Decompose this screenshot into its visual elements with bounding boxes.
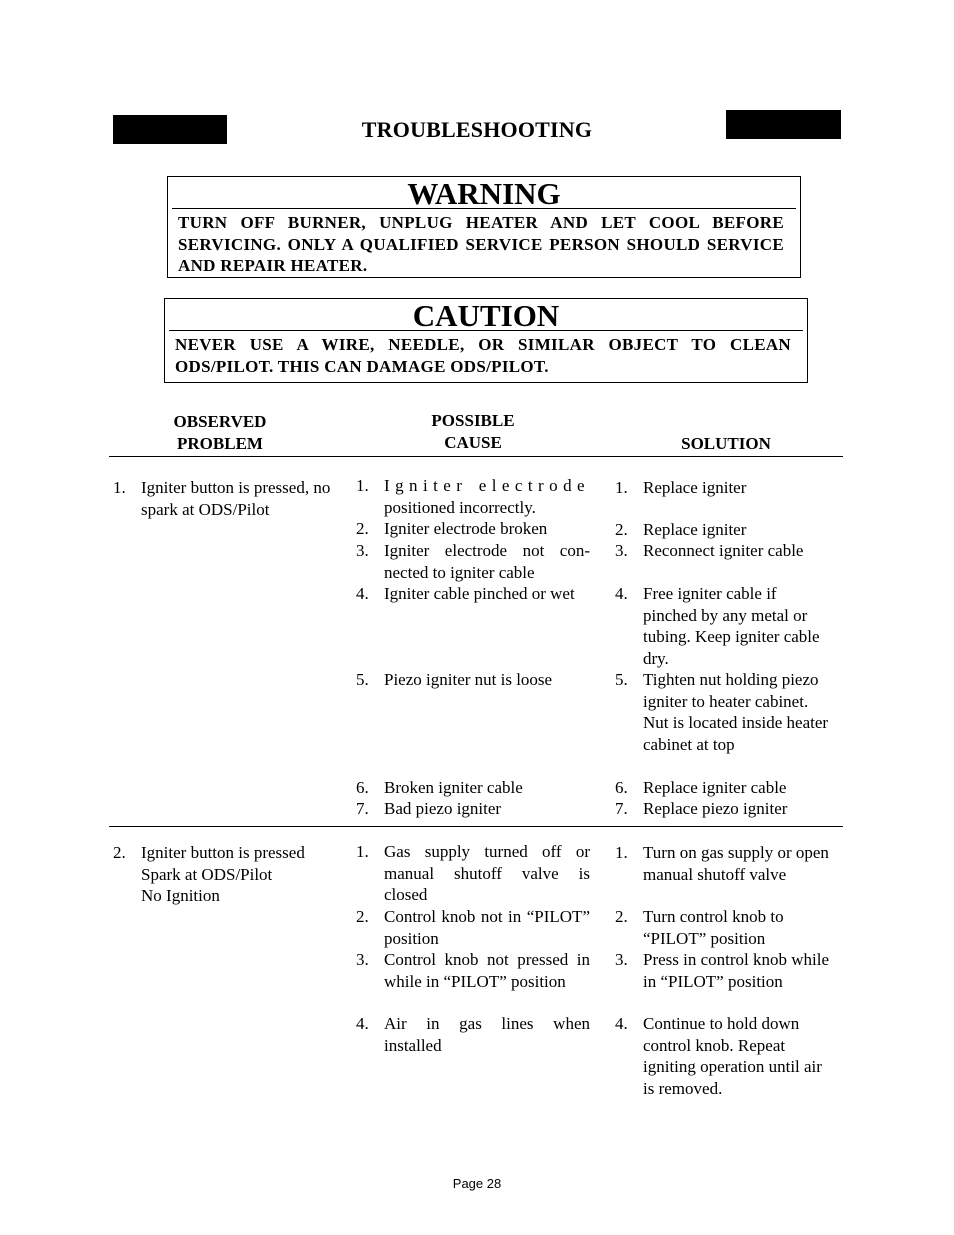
solution-number: 5. [615,670,628,689]
column-header-cause-line2: CAUSE [444,433,502,452]
cause-text-line1: Igniter electrode [384,476,590,495]
section-rule [109,826,843,827]
cause-number: 5. [356,670,369,689]
cause-number: 1. [356,476,369,495]
caution-box [164,298,808,383]
column-header-problem [150,411,290,455]
column-header-cause [403,410,543,454]
solution-number: 4. [615,1014,628,1033]
cause-number: 2. [356,519,369,538]
cause-number: 3. [356,950,369,969]
cause-text: Air in gas lines when installed [384,1014,590,1055]
caution-text: NEVER USE A WIRE, NEEDLE, OR SIMILAR OBJECT TO CLEAN ODS/PILOT. THIS CAN DAMAGE ODS/PILOT. [175,335,791,376]
cause-number: 1. [356,842,369,861]
page-title: TROUBLESHOOTING [361,117,593,142]
cause-text: Control knob not in “PILOT” position [384,907,590,948]
cause-number: 6. [356,778,369,797]
cause-text: Bad piezo igniter [384,799,502,818]
problem-number: 1. [113,478,126,497]
solution-number: 1. [615,843,628,862]
solution-text: Free igniter cable if pinched by any metal or tubing. Keep igniter cable dry. [643,584,820,668]
solution-number: 3. [615,950,628,969]
cause-number: 7. [356,799,369,818]
column-header-problem-line1: OBSERVED [173,412,267,431]
cause-text: Piezo igniter nut is loose [384,670,553,689]
cause-number: 4. [356,584,369,603]
cause-number: 4. [356,1014,369,1033]
cause-number: 2. [356,907,369,926]
problem-text: Igniter button is pressed, no spark at ODS/Pilot [141,478,331,519]
solution-number: 6. [615,778,628,797]
cause-text: Igniter electrode not con-nected to igniter cable [384,541,590,582]
solution-text: Continue to hold down control knob. Repeat igniting operation until air is removed. [643,1014,822,1098]
solution-text: Replace igniter [643,478,747,497]
header-rule [109,456,843,457]
solution-text: Tighten nut holding piezo igniter to heater cabinet. Nut is located inside heater cabinet at top [643,670,829,754]
solution-text: Turn control knob to “PILOT” position [643,907,784,948]
solution-number: 7. [615,799,628,818]
solution-number: 2. [615,520,628,539]
solution-text: Replace igniter cable [643,778,787,797]
problem-text-line1: Igniter button is pressed [141,843,305,862]
cause-text-line2: positioned incorrectly. [384,498,536,517]
solution-text: Press in control knob while in “PILOT” position [643,950,830,991]
cause-text: Gas supply turned off or manual shutoff valve is closed [384,842,590,904]
solution-number: 4. [615,584,628,603]
cause-number: 3. [356,541,369,560]
warning-text: TURN OFF BURNER, UNPLUG HEATER AND LET COOL BEFORE SERVICING. ONLY A QUALIFIED SERVICE PERSON SHOULD SERVICE AND REPAIR HEATER. [178,213,784,275]
caution-heading: CAUTION [169,299,803,331]
column-header-problem-line2: PROBLEM [177,434,263,453]
column-header-solution: SOLUTION [681,434,771,453]
problem-number: 2. [113,843,126,862]
problem-text-line2: Spark at ODS/Pilot [141,864,273,884]
problem-text [141,842,341,907]
solution-number: 3. [615,541,628,560]
cause-text: Broken igniter cable [384,778,523,797]
solution-text: Reconnect igniter cable [643,541,804,560]
solution-number: 2. [615,907,628,926]
cause-text [384,475,590,497]
solution-number: 1. [615,478,628,497]
cause-text: Igniter electrode broken [384,519,548,538]
problem-text-line3: No Ignition [141,886,220,905]
cause-text: Control knob not pressed in while in “PILOT” position [384,950,590,991]
warning-heading: WARNING [172,177,796,209]
column-header-cause-line1: POSSIBLE [431,411,515,430]
solution-text: Replace piezo igniter [643,799,788,818]
solution-text: Turn on gas supply or open manual shutoff valve [643,843,829,884]
solution-text: Replace igniter [643,520,747,539]
warning-box [167,176,801,278]
page-number: Page 28 [452,1176,502,1191]
cause-text: Igniter cable pinched or wet [384,584,575,603]
